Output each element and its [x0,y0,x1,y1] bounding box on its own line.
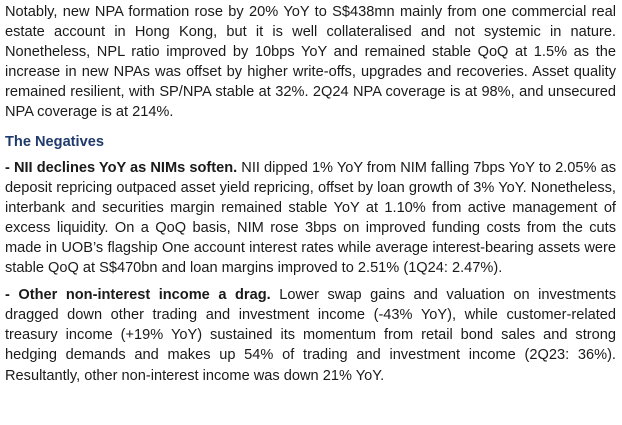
point-other-income [5,285,616,385]
section-heading-negatives: The Negatives [5,133,104,150]
point-nii-decline [5,158,616,279]
point-lead: - Other non-interest income a drag. [5,287,271,304]
intro-paragraph: Notably, new NPA formation rose by 20% YoY to S$438mn mainly from one commercial real estate account in Hong Kong, but it is well collateralised and not systemic in nature. Nonetheless, NPL ratio improved by 10bps YoY and remained stable QoQ at 1.5% as the increase in new NPAs was offset by higher write-offs, upgrades and recoveries. Asset quality remained resilient, with SP/NPA stable at 32%. 2Q24 NPA coverage is at 98%, and unsecured NPA coverage is at 214%. [5,4,616,121]
point-lead: - NII declines YoY as NIMs soften. [5,159,238,176]
point-body: NII dipped 1% YoY from NIM falling 7bps YoY to 2.05% as deposit repricing outpaced asset yield repricing, offset by loan growth of 3% YoY. Nonetheless, interbank and securities margin remained stable YoY at 1.10% from active management of excess liquidity. On a QoQ basis, NIM rose 3bps on improved funding costs from the cuts made in UOB’s flagship One account interest rates while average interest-bearing assets were stable QoQ at S$470bn and loan margins improved to 2.51% (1Q24: 2.47%). [5,159,616,277]
point-body: Lower swap gains and valuation on investments dragged down other trading and investment income (-43% YoY), while customer-related treasury income (+19% YoY) sustained its momentum from retail bond sales and strong hedging demands and makes up 54% of trading and investment income (2Q23: 36%). Resultantly, other non-interest income was down 21% YoY. [5,287,616,384]
